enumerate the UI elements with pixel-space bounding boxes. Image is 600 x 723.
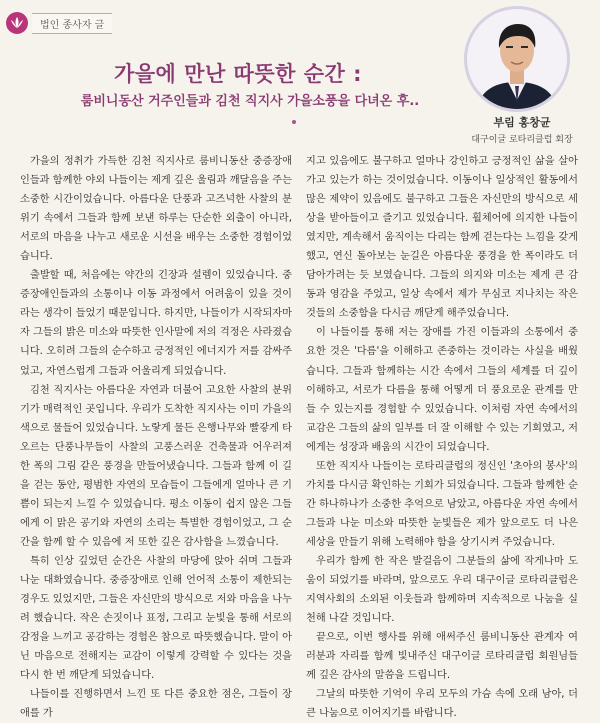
paragraph: 특히 인상 깊었던 순간은 사찰의 마당에 앉아 쉬며 그들과 나눈 대화였습니다. 중증장애로 인해 언어적 소통이 제한되는 경우도 있었지만, 그들은 자신만의 방식으로 저와 마음을 나누려 했습니다. 작은 손짓이나 표정, 그리고 눈빛을 통해 서로의 감정을 느끼고 공감하는 경험은 참으로 따뜻했습니다. 말이 아닌 마음으로 전해지는 교감이 이렇게 강력할 수 있다는 것을 다시 한 번 깨닫게 되었습니다. [20,555,292,682]
author-role: 대구이글 로타리클럽 회장 [471,135,573,145]
paragraph: 가을의 정취가 가득한 김천 직지사로 룸비니동산 중증장애인들과 함께한 야외 나들이는 제게 깊은 울림과 깨달음을 주는 소중한 시간이었습니다. 아름다운 단풍과 고즈넉한 사찰의 분위기 속에서 그들과 함께 보낸 하루는 단순한 외출이 아니라, 서로의 마음을 나누고 새로운 시선을 배우는 소중한 경험이었습니다. [20,156,292,263]
section-tag-label: 법인 종사자 글 [32,13,112,34]
section-tag [6,12,112,34]
paragraph: 이 나들이를 통해 저는 장애를 가진 이들과의 소통에서 중요한 것은 '다름'을 이해하고 존중하는 것이라는 사실을 배웠습니다. 그들과 함께하는 시간 속에서 그들의 세계를 더 깊이 이해하고, 서로가 다름을 통해 어떻게 더 풍요로운 관계를 만들 수 있는지를 경험할 수 있었습니다. 이처럼 자연 속에서의 교감은 그들의 삶의 일부를 더 잘 이해할 수 있는 기회였고, 저에게는 성장과 배움의 시간이 되었습니다. [306,327,578,453]
author-name: 부림 홍창균 [493,116,551,129]
lotus-icon [6,12,28,34]
divider-dot [292,120,296,124]
paragraph: 나들이를 진행하면서 느낀 또 다른 중요한 점은, 그들이 장애를 가 [20,689,292,720]
paragraph: 그날의 따뜻한 기억이 우리 모두의 가슴 속에 오래 남아, 더 큰 나눔으로 이어지기를 바랍니다. [306,689,578,720]
article-column-left [20,152,292,723]
author-portrait [462,4,572,114]
paragraph: 김천 직지사는 아름다운 자연과 더불어 고요한 사찰의 분위기가 매력적인 곳입니다. 우리가 도착한 직지사는 이미 가을의 색으로 물들어 있었습니다. 노랗게 물든 은행나무와 빨갛게 타오르는 단풍나무들이 사찰의 고풍스러운 건축물과 어우러져 한 폭의 그림 같은 풍경을 만들어냈습니다. 그들과 함께 이 길을 걷는 동안, 평범한 자연의 모습들이 그들에게 얼마나 큰 기쁨이 되는지 느낄 수 있었습니다. 평소 이동이 쉽지 않은 그들에게 이 맑은 공기와 자연의 소리는 특별한 경험이었고, 그 순간을 함께 할 수 있음에 저 또한 깊은 감사함을 느꼈습니다. [20,384,292,548]
article-column-right [306,152,578,723]
paragraph: 끝으로, 이번 행사를 위해 애써주신 룸비니동산 관계자 여러분과 자리를 함께 빛내주신 대구이글 로타리클럽 회원님들께 깊은 감사의 말씀을 드립니다. [306,632,578,682]
paragraph: 지고 있음에도 불구하고 얼마나 강인하고 긍정적인 삶을 살아가고 있는가 하는 것이었습니다. 이동이나 일상적인 활동에서 많은 제약이 있음에도 불구하고 그들은 자신만의 방식으로 세상을 받아들이고 즐기고 있었습니다. 휠체어에 의지한 나들이였지만, 계속해서 움직이는 다리는 함께 걷는다는 느낌을 갖게 했고, 연신 돌아보는 눈길은 아름다운 풍경을 한 폭이라도 더 담아가려는 듯 보였습니다. 그들의 의지와 미소는 제게 큰 감동과 영감을 주었고, 일상 속에서 제가 무심코 지나치는 작은 것들의 소중함을 다시금 깨닫게 해주었습니다. [306,156,578,320]
article-subtitle: 룸비니동산 거주인들과 김천 직지사 가을소풍을 다녀온 후.. [80,94,420,109]
paragraph: 출발할 때, 처음에는 약간의 긴장과 설렘이 있었습니다. 중증장애인들과의 소통이나 이동 과정에서 어려움이 있을 것이라는 생각이 들었기 때문입니다. 하지만, 나들이가 시작되자마자 그들의 밝은 미소와 따뜻한 인사말에 저의 걱정은 사라졌습니다. 오히려 그들의 순수하고 긍정적인 에너지가 저를 감싸주었고, 자연스럽게 그들과 어울리게 되었습니다. [20,270,292,377]
paragraph: 또한 직지사 나들이는 로타리클럽의 정신인 '초아의 봉사'의 가치를 다시금 확인하는 기회가 되었습니다. 그들과 함께한 순간 하나하나가 소중한 추억으로 남았고, 아름다운 자연 속에서 그들과 나눈 미소와 따뜻한 눈빛들은 제가 앞으로도 더 나은 세상을 만들기 위해 노력해야 함을 상기시켜 주었습니다. [306,460,578,548]
article-title: 가을에 만난 따뜻한 순간 : [113,62,362,86]
paragraph: 우리가 함께 한 작은 발걸음이 그분들의 삶에 작게나마 도움이 되었기를 바라며, 앞으로도 우리 대구이글 로타리클럽은 지역사회의 소외된 이웃들과 함께하며 지속적으로 나눔을 실천해 나갈 것입니다. [306,555,578,625]
author-block [448,114,596,145]
